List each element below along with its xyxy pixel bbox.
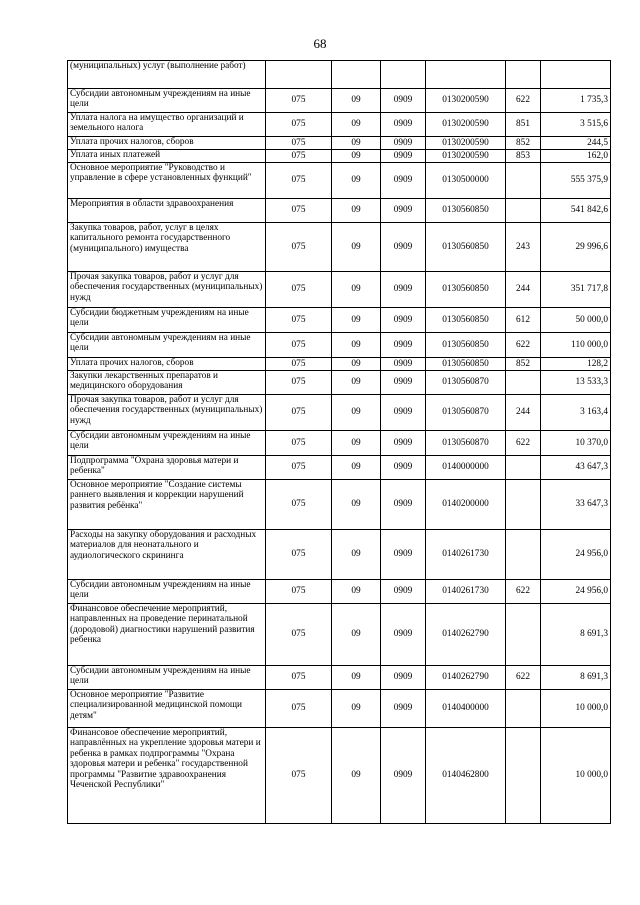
budget-table bbox=[67, 60, 611, 824]
section-code-cell: 09 bbox=[332, 223, 381, 272]
target-article-cell: 0140400000 bbox=[426, 690, 506, 728]
ministry-code-cell: 075 bbox=[266, 371, 332, 395]
section-code-cell: 09 bbox=[332, 431, 381, 456]
target-article-cell: 0140261730 bbox=[426, 530, 506, 580]
table-row bbox=[68, 272, 611, 308]
amount-cell: 10 000,0 bbox=[541, 690, 611, 728]
subsection-code-cell: 0909 bbox=[381, 137, 426, 150]
subsection-code-cell: 0909 bbox=[381, 223, 426, 272]
subsection-code-cell: 0909 bbox=[381, 456, 426, 480]
expense-type-cell: 852 bbox=[506, 358, 541, 371]
row-name-cell: Закупки лекарственных препаратов и медицинского оборудования bbox=[68, 371, 266, 395]
expense-type-cell: 622 bbox=[506, 89, 541, 113]
ministry-code-cell: 075 bbox=[266, 395, 332, 431]
table-row bbox=[68, 690, 611, 728]
ministry-code-cell: 075 bbox=[266, 431, 332, 456]
subsection-code-cell: 0909 bbox=[381, 431, 426, 456]
expense-type-cell: 243 bbox=[506, 223, 541, 272]
table-row bbox=[68, 604, 611, 666]
subsection-code-cell: 0909 bbox=[381, 308, 426, 333]
amount-cell: 1 735,3 bbox=[541, 89, 611, 113]
amount-cell: 29 996,6 bbox=[541, 223, 611, 272]
amount-cell: 43 647,3 bbox=[541, 456, 611, 480]
ministry-code-cell: 075 bbox=[266, 308, 332, 333]
expense-type-cell: 852 bbox=[506, 137, 541, 150]
target-article-cell: 0130200590 bbox=[426, 89, 506, 113]
expense-type-cell: 851 bbox=[506, 113, 541, 137]
subsection-code-cell: 0909 bbox=[381, 113, 426, 137]
expense-type-cell bbox=[506, 480, 541, 530]
ministry-code-cell: 075 bbox=[266, 580, 332, 604]
subsection-code-cell bbox=[381, 61, 426, 89]
row-name-cell: Субсидии автономным учреждениям на иные цели bbox=[68, 666, 266, 690]
subsection-code-cell: 0909 bbox=[381, 690, 426, 728]
ministry-code-cell: 075 bbox=[266, 272, 332, 308]
expense-type-cell: 612 bbox=[506, 308, 541, 333]
expense-type-cell bbox=[506, 163, 541, 199]
section-code-cell: 09 bbox=[332, 333, 381, 358]
ministry-code-cell: 075 bbox=[266, 113, 332, 137]
target-article-cell: 0130200590 bbox=[426, 150, 506, 163]
row-name-cell: Основное мероприятие "Развитие специализированной медицинской помощи детям" bbox=[68, 690, 266, 728]
ministry-code-cell: 075 bbox=[266, 137, 332, 150]
row-name-cell: Мероприятия в области здравоохранения bbox=[68, 199, 266, 223]
row-name-cell: Субсидии автономным учреждениям на иные цели bbox=[68, 333, 266, 358]
subsection-code-cell: 0909 bbox=[381, 530, 426, 580]
section-code-cell: 09 bbox=[332, 604, 381, 666]
subsection-code-cell: 0909 bbox=[381, 666, 426, 690]
expense-type-cell bbox=[506, 530, 541, 580]
target-article-cell: 0130560850 bbox=[426, 272, 506, 308]
target-article-cell: 0130560850 bbox=[426, 333, 506, 358]
ministry-code-cell: 075 bbox=[266, 666, 332, 690]
subsection-code-cell: 0909 bbox=[381, 150, 426, 163]
table-row bbox=[68, 333, 611, 358]
section-code-cell: 09 bbox=[332, 163, 381, 199]
row-name-cell: (муниципальных) услуг (выполнение работ) bbox=[68, 61, 266, 89]
section-code-cell: 09 bbox=[332, 530, 381, 580]
expense-type-cell bbox=[506, 371, 541, 395]
amount-cell: 8 691,3 bbox=[541, 666, 611, 690]
subsection-code-cell: 0909 bbox=[381, 395, 426, 431]
target-article-cell bbox=[426, 61, 506, 89]
subsection-code-cell: 0909 bbox=[381, 358, 426, 371]
amount-cell: 24 956,0 bbox=[541, 530, 611, 580]
expense-type-cell bbox=[506, 456, 541, 480]
section-code-cell: 09 bbox=[332, 395, 381, 431]
amount-cell: 50 000,0 bbox=[541, 308, 611, 333]
expense-type-cell: 622 bbox=[506, 431, 541, 456]
row-name-cell: Уплата прочих налогов, сборов bbox=[68, 358, 266, 371]
row-name-cell: Прочая закупка товаров, работ и услуг для обеспечения государственных (муниципальных) нужд bbox=[68, 395, 266, 431]
amount-cell: 3 515,6 bbox=[541, 113, 611, 137]
target-article-cell: 0130560850 bbox=[426, 223, 506, 272]
subsection-code-cell: 0909 bbox=[381, 580, 426, 604]
amount-cell: 10 370,0 bbox=[541, 431, 611, 456]
subsection-code-cell: 0909 bbox=[381, 272, 426, 308]
ministry-code-cell: 075 bbox=[266, 480, 332, 530]
amount-cell: 128,2 bbox=[541, 358, 611, 371]
amount-cell: 10 000,0 bbox=[541, 728, 611, 824]
amount-cell: 24 956,0 bbox=[541, 580, 611, 604]
row-name-cell: Подпрограмма "Охрана здоровья матери и ребенка" bbox=[68, 456, 266, 480]
section-code-cell: 09 bbox=[332, 113, 381, 137]
section-code-cell: 09 bbox=[332, 580, 381, 604]
section-code-cell: 09 bbox=[332, 150, 381, 163]
subsection-code-cell: 0909 bbox=[381, 371, 426, 395]
table-row bbox=[68, 163, 611, 199]
amount-cell: 33 647,3 bbox=[541, 480, 611, 530]
amount-cell: 3 163,4 bbox=[541, 395, 611, 431]
expense-type-cell: 853 bbox=[506, 150, 541, 163]
amount-cell bbox=[541, 61, 611, 89]
section-code-cell: 09 bbox=[332, 371, 381, 395]
ministry-code-cell: 075 bbox=[266, 456, 332, 480]
expense-type-cell bbox=[506, 199, 541, 223]
amount-cell: 244,5 bbox=[541, 137, 611, 150]
amount-cell: 555 375,9 bbox=[541, 163, 611, 199]
subsection-code-cell: 0909 bbox=[381, 199, 426, 223]
section-code-cell: 09 bbox=[332, 272, 381, 308]
row-name-cell: Субсидии автономным учреждениям на иные цели bbox=[68, 89, 266, 113]
row-name-cell: Уплата прочих налогов, сборов bbox=[68, 137, 266, 150]
subsection-code-cell: 0909 bbox=[381, 89, 426, 113]
amount-cell: 8 691,3 bbox=[541, 604, 611, 666]
table-row bbox=[68, 308, 611, 333]
page-number: 68 bbox=[313, 36, 327, 51]
target-article-cell: 0130500000 bbox=[426, 163, 506, 199]
subsection-code-cell: 0909 bbox=[381, 728, 426, 824]
expense-type-cell: 622 bbox=[506, 580, 541, 604]
target-article-cell: 0130560850 bbox=[426, 358, 506, 371]
row-name-cell: Закупка товаров, работ, услуг в целях капитального ремонта государственного (муниципального) имущества bbox=[68, 223, 266, 272]
section-code-cell: 09 bbox=[332, 480, 381, 530]
ministry-code-cell: 075 bbox=[266, 690, 332, 728]
amount-cell: 13 533,3 bbox=[541, 371, 611, 395]
ministry-code-cell: 075 bbox=[266, 530, 332, 580]
table-row bbox=[68, 666, 611, 690]
ministry-code-cell: 075 bbox=[266, 223, 332, 272]
table-row bbox=[68, 223, 611, 272]
table-row bbox=[68, 456, 611, 480]
section-code-cell: 09 bbox=[332, 89, 381, 113]
ministry-code-cell bbox=[266, 61, 332, 89]
target-article-cell: 0130560850 bbox=[426, 308, 506, 333]
table-row bbox=[68, 395, 611, 431]
table-row bbox=[68, 199, 611, 223]
table-row bbox=[68, 371, 611, 395]
subsection-code-cell: 0909 bbox=[381, 333, 426, 358]
expense-type-cell: 244 bbox=[506, 272, 541, 308]
expense-type-cell: 244 bbox=[506, 395, 541, 431]
ministry-code-cell: 075 bbox=[266, 199, 332, 223]
table-row bbox=[68, 358, 611, 371]
table-row bbox=[68, 137, 611, 150]
target-article-cell: 0140262790 bbox=[426, 666, 506, 690]
row-name-cell: Основное мероприятие "Создание системы раннего выявления и коррекции нарушений развития ребёнка" bbox=[68, 480, 266, 530]
table-row bbox=[68, 580, 611, 604]
ministry-code-cell: 075 bbox=[266, 728, 332, 824]
subsection-code-cell: 0909 bbox=[381, 163, 426, 199]
ministry-code-cell: 075 bbox=[266, 358, 332, 371]
expense-type-cell bbox=[506, 61, 541, 89]
amount-cell: 110 000,0 bbox=[541, 333, 611, 358]
ministry-code-cell: 075 bbox=[266, 333, 332, 358]
table-row bbox=[68, 150, 611, 163]
target-article-cell: 0130560870 bbox=[426, 431, 506, 456]
section-code-cell: 09 bbox=[332, 456, 381, 480]
table-row bbox=[68, 431, 611, 456]
expense-type-cell bbox=[506, 728, 541, 824]
expense-type-cell: 622 bbox=[506, 333, 541, 358]
target-article-cell: 0130200590 bbox=[426, 137, 506, 150]
expense-type-cell bbox=[506, 604, 541, 666]
section-code-cell: 09 bbox=[332, 137, 381, 150]
table-row bbox=[68, 113, 611, 137]
ministry-code-cell: 075 bbox=[266, 150, 332, 163]
amount-cell: 351 717,8 bbox=[541, 272, 611, 308]
target-article-cell: 0140000000 bbox=[426, 456, 506, 480]
target-article-cell: 0130560870 bbox=[426, 371, 506, 395]
target-article-cell: 0130560870 bbox=[426, 395, 506, 431]
row-name-cell: Прочая закупка товаров, работ и услуг для обеспечения государственных (муниципальных) нужд bbox=[68, 272, 266, 308]
target-article-cell: 0130200590 bbox=[426, 113, 506, 137]
row-name-cell: Субсидии автономным учреждениям на иные цели bbox=[68, 431, 266, 456]
section-code-cell: 09 bbox=[332, 690, 381, 728]
amount-cell: 541 842,6 bbox=[541, 199, 611, 223]
target-article-cell: 0140462800 bbox=[426, 728, 506, 824]
row-name-cell: Финансовое обеспечение мероприятий, направленных на проведение перинатальной (дородовой) диагностики нарушений развития ребенка bbox=[68, 604, 266, 666]
section-code-cell: 09 bbox=[332, 728, 381, 824]
section-code-cell: 09 bbox=[332, 308, 381, 333]
ministry-code-cell: 075 bbox=[266, 604, 332, 666]
expense-type-cell: 622 bbox=[506, 666, 541, 690]
table-row bbox=[68, 61, 611, 89]
target-article-cell: 0130560850 bbox=[426, 199, 506, 223]
table-row bbox=[68, 728, 611, 824]
section-code-cell: 09 bbox=[332, 199, 381, 223]
target-article-cell: 0140200000 bbox=[426, 480, 506, 530]
subsection-code-cell: 0909 bbox=[381, 480, 426, 530]
section-code-cell: 09 bbox=[332, 358, 381, 371]
ministry-code-cell: 075 bbox=[266, 163, 332, 199]
section-code-cell: 09 bbox=[332, 666, 381, 690]
ministry-code-cell: 075 bbox=[266, 89, 332, 113]
row-name-cell: Основное мероприятие "Руководство и управление в сфере установленных функций" bbox=[68, 163, 266, 199]
table-row bbox=[68, 89, 611, 113]
expense-type-cell bbox=[506, 690, 541, 728]
row-name-cell: Уплата иных платежей bbox=[68, 150, 266, 163]
table-row bbox=[68, 530, 611, 580]
table-row bbox=[68, 480, 611, 530]
table-body bbox=[68, 61, 611, 824]
row-name-cell: Субсидии бюджетным учреждениям на иные цели bbox=[68, 308, 266, 333]
row-name-cell: Расходы на закупку оборудования и расходных материалов для неонатального и аудиологического скрининга bbox=[68, 530, 266, 580]
row-name-cell: Финансовое обеспечение мероприятий, направлённых на укрепление здоровья матери и ребенка в рамках подпрограммы "Охрана здоровья матери и ребенка" государственной программы "Развитие здравоохранения Чеченской Республики" bbox=[68, 728, 266, 824]
row-name-cell: Уплата налога на имущество организаций и земельного налога bbox=[68, 113, 266, 137]
target-article-cell: 0140262790 bbox=[426, 604, 506, 666]
row-name-cell: Субсидии автономным учреждениям на иные цели bbox=[68, 580, 266, 604]
subsection-code-cell: 0909 bbox=[381, 604, 426, 666]
amount-cell: 162,0 bbox=[541, 150, 611, 163]
target-article-cell: 0140261730 bbox=[426, 580, 506, 604]
section-code-cell bbox=[332, 61, 381, 89]
